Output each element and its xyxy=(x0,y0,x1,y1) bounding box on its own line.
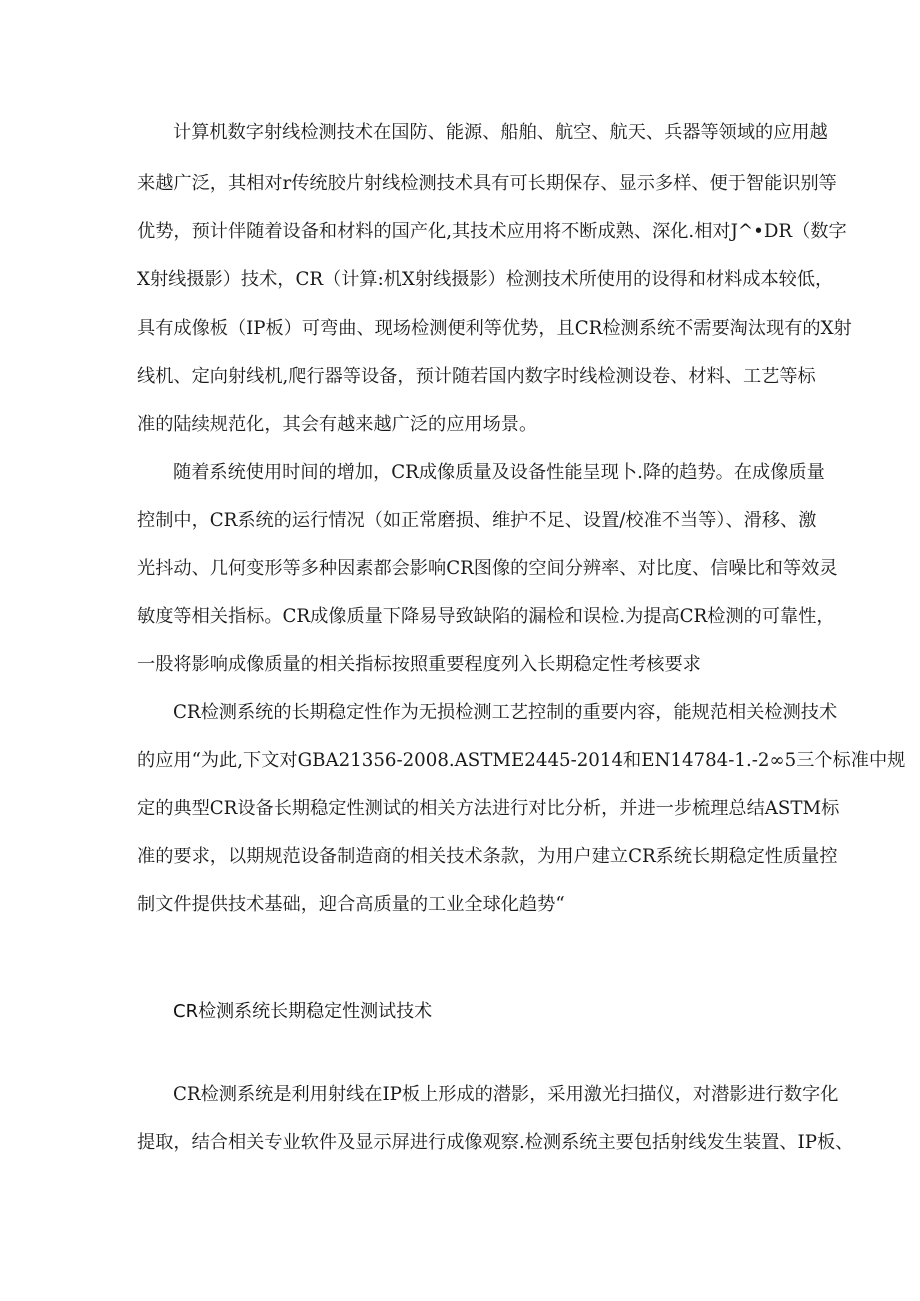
paragraph-line: 提取，结合相关专业软件及显示屏进行成像观察.检测系统主要包括射线发生装置、IP板、 xyxy=(137,1132,854,1153)
paragraph-line: 随着系统使用时间的增加，CR成像质量及设备性能呈现卜.降的趋势。在成像质量 xyxy=(173,462,825,483)
paragraph-line: 来越广泛，其相对r传统胶片射线检测技术具有可长期保存、显示多样、便于智能识别等 xyxy=(137,173,837,194)
paragraph-line: 准的要求，以期规范设备制造商的相关技术条款，为用户建立CR系统长期稳定性质量控 xyxy=(137,846,838,867)
paragraph-line: 计算机数字射线检测技术在国防、能源、船舶、航空、航天、兵器等领域的应用越 xyxy=(173,122,828,143)
paragraph-line: 控制中，CR系统的运行情况（如正常磨损、维护不足、设置/校准不当等）、滑移、激 xyxy=(137,510,817,531)
paragraph-line: 准的陆续规范化，其会有越来越广泛的应用场景。 xyxy=(137,414,538,435)
paragraph-line: 定的典型CR设备长期稳定性测试的相关方法进行对比分析，并进一步梳理总结ASTM标 xyxy=(137,798,840,819)
paragraph-line: 的应用“为此,下文对GBA21356-2008.ASTME2445-2014和EN14784-1.-2∞5三个标准中规 xyxy=(137,750,906,771)
paragraph-line: 线机、定向射线机,爬行器等设备，预计随若国内数字时线检测设卷、材料、工艺等标 xyxy=(137,366,816,387)
paragraph-line: CR检测系统是利用射线在IP板上形成的潜影，采用激光扫描仪，对潜影进行数字化 xyxy=(173,1084,839,1105)
section-heading: CR检测系统长期稳定性测试技术 xyxy=(173,1001,433,1022)
paragraph-line: 一股将影响成像质量的相关指标按照重要程度列入长期稳定性考核要求 xyxy=(137,654,701,675)
paragraph-line: 光抖动、几何变形等多种因素都会影响CR图像的空间分辨率、对比度、信噪比和等效灵 xyxy=(137,558,838,579)
paragraph-line: 敏度等相关指标。CR成像质量下降易导致缺陷的漏检和误检.为提高CR检测的可靠性， xyxy=(137,606,835,627)
paragraph-line: X射线摄影）技术，CR（计算:机X射线摄影）检测技术所使用的设得和材料成本较低， xyxy=(137,269,834,290)
paragraph-line: CR检测系统的长期稳定性作为无损检测工艺控制的重要内容，能规范相关检测技术 xyxy=(173,702,838,723)
paragraph-line: 制文件提供技术基础，迎合高质量的工业全球化趋势“ xyxy=(137,894,565,915)
paragraph-line: 具有成像板（IP板）可弯曲、现场检测便利等优势，且CR检测系统不需要淘汰现有的X射 xyxy=(137,318,852,339)
paragraph-line: 优势，预计伴随着设备和材料的国产化,其技术应用将不断成熟、深化.相对J^•DR（数字 xyxy=(137,221,847,242)
